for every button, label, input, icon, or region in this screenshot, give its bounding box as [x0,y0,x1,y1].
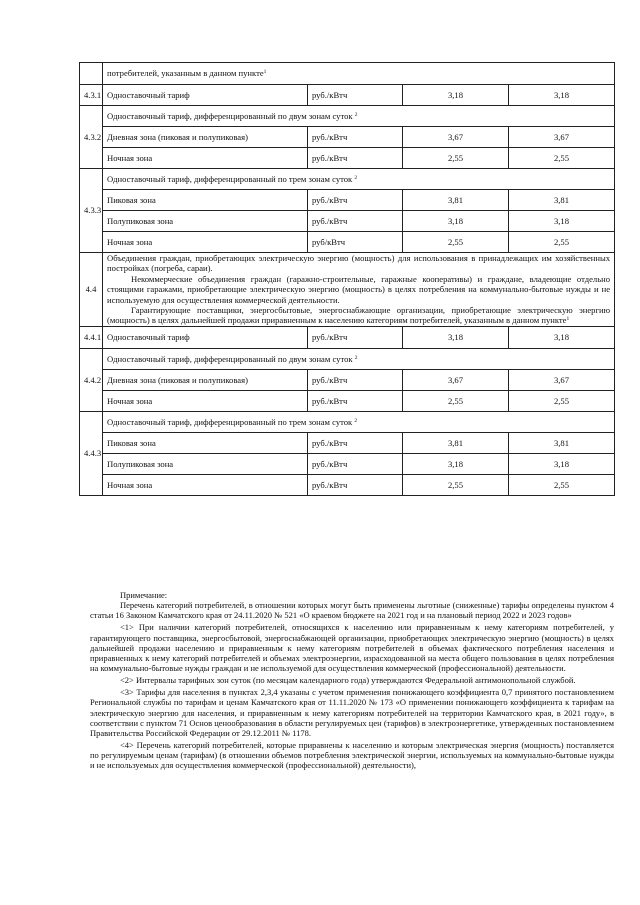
unit: руб./кВтч [308,127,403,148]
description-paragraph: Объединения граждан, приобретающих электрическую энергию (мощность) для использования в принадлежащих им хозяйственных постройках (погреба, сараи). [107,253,611,274]
row-number: 4.3.1 [80,85,103,106]
unit: руб./кВтч [308,453,403,474]
notes-section [90,590,614,772]
value-first-half: 3,81 [403,432,509,453]
value-first-half: 3,67 [403,127,509,148]
zone-name: Полупиковая зона [103,453,308,474]
note-paragraph: Перечень категорий потребителей, в отношении которых могут быть применены льготные (сниженные) тарифы определены пунктом 4 статьи 16 Законом Камчатского края от 24.11.2020 № 521 «О краевом бюджете на 2021 год и на плановый период 2022 и 2023 годов» [90,600,614,621]
table-row [80,369,615,390]
table-row [80,169,615,190]
unit: руб/кВтч [308,232,403,253]
value-second-half: 3,18 [509,453,615,474]
row-number: 4.4.2 [80,348,103,411]
value-first-half: 2,55 [403,474,509,495]
value-second-half: 3,18 [509,85,615,106]
tariff-group-name: Одноставочный тариф, дифференцированный по двум зонам суток $^2$ [103,106,615,127]
value-first-half: 2,55 [403,232,509,253]
unit: руб./кВтч [308,190,403,211]
tariff-table [79,62,615,496]
unit: руб./кВтч [308,85,403,106]
zone-name: Дневная зона (пиковая и полупиковая) [103,369,308,390]
value-first-half: 2,55 [403,390,509,411]
value-second-half: 3,81 [509,190,615,211]
category-description [103,253,615,327]
zone-name: Ночная зона [103,390,308,411]
value-first-half: 3,18 [403,211,509,232]
table-row [80,390,615,411]
note-paragraph: <3> Тарифы для населения в пунктах 2,3,4 указаны с учетом применения понижающего коэффициента 0,7 принятого постановлением Региональной службы по тарифам и ценам Камчатского края от 11.11.2020 № 173 «О применении понижающего коэффициента к тарифам на электрическую энергию для населения, и приравненным к нему категориям потребителей на территории Камчатского края, в 2021 году», в соответствии с пунктом 71 Основ ценообразования в области регулируемых цен (тарифов) в электроэнергетике, утвержденных постановлением Правительства Российской Федерации от 29.12.2011 № 1178. [90,687,614,739]
row-number: 4.4 [80,253,103,327]
unit: руб./кВтч [308,432,403,453]
value-second-half: 2,55 [509,148,615,169]
table-row [80,253,615,327]
table-row [80,127,615,148]
category-cell: потребителей, указанным в данном пункте$^1$ [103,63,615,85]
value-second-half: 2,55 [509,390,615,411]
value-first-half: 3,67 [403,369,509,390]
tariff-name: Одноставочный тариф [103,85,308,106]
tariff-group-name: Одноставочный тариф, дифференцированный по двум зонам суток $^2$ [103,348,615,369]
description-paragraph: Некоммерческие объединения граждан (гаражно-строительные, гаражные кооперативы) и граждане, владеющие отдельно стоящими гаражами, приобретающие электрическую энергию (мощность) в целях потребления на коммунально-бытовые нужды и не используемую для осуществления коммерческой деятельности. [107,273,611,305]
value-first-half: 2,55 [403,148,509,169]
value-second-half: 3,81 [509,432,615,453]
note-paragraph: <1> При наличии категорий потребителей, относящихся к населению или приравненным к нему категориям потребителей, у гарантирующего поставщика, энергосбытовой, энергоснабжающей организации, приобретающих электрическую энергию (мощность) в целях дальнейшей продажи населению и приравненным к нему категориям потребителей в объемах фактического потребления населения и приравненных к нему категорий потребителей и объемах электроэнергии, израсходованной на места общего пользования в целях потребления на коммунально-бытовые нужды граждан и не используемой для осуществления коммерческой (профессиональной) деятельности. [90,622,614,674]
value-first-half: 3,81 [403,190,509,211]
table-row [80,411,615,432]
value-first-half: 3,18 [403,326,509,348]
table-row [80,63,615,85]
value-second-half: 2,55 [509,474,615,495]
unit: руб./кВтч [308,148,403,169]
table-row [80,348,615,369]
zone-name: Ночная зона [103,148,308,169]
zone-name: Пиковая зона [103,190,308,211]
row-number: 4.4.3 [80,411,103,495]
unit: руб./кВтч [308,326,403,348]
tariff-group-name: Одноставочный тариф, дифференцированный по трем зонам суток $^2$ [103,169,615,190]
value-second-half: 3,67 [509,369,615,390]
table-row [80,432,615,453]
table-row [80,148,615,169]
value-first-half: 3,18 [403,453,509,474]
table-row [80,106,615,127]
value-second-half: 2,55 [509,232,615,253]
unit: руб./кВтч [308,390,403,411]
table-row [80,453,615,474]
table-row [80,190,615,211]
table-row [80,232,615,253]
zone-name: Полупиковая зона [103,211,308,232]
note-paragraph: <2> Интервалы тарифных зон суток (по месяцам календарного года) утверждаются Федеральной антимонопольной службой. [120,675,576,686]
value-second-half: 3,18 [509,326,615,348]
description-paragraph: Гарантирующие поставщики, энергосбытовые, энергоснабжающие организации, приобретающие электрическую энергию (мощность) в целях дальнейшей продажи приравненным к населению категориям потребителей, указанным в данном пункте$^1$ [107,305,611,326]
zone-name: Ночная зона [103,474,308,495]
table-row [80,211,615,232]
row-number-cell [80,63,103,85]
notes-title: Примечание: [120,590,168,600]
value-first-half: 3,18 [403,85,509,106]
zone-name: Дневная зона (пиковая и полупиковая) [103,127,308,148]
zone-name: Ночная зона [103,232,308,253]
table-row [80,85,615,106]
zone-name: Пиковая зона [103,432,308,453]
tariff-group-name: Одноставочный тариф, дифференцированный по трем зонам суток $^2$ [103,411,615,432]
row-number: 4.4.1 [80,326,103,348]
note-paragraph: <4> Перечень категорий потребителей, которые приравнены к населению и которым электрическая энергия (мощность) поставляется по регулируемым ценам (тарифам) (в отношении объемов потребления электрической энергии, используемых на коммунально-бытовые нужды и не используемых для осуществления коммерческой (профессиональной) деятельности), [90,740,614,771]
table-row [80,326,615,348]
row-number: 4.3.2 [80,106,103,169]
unit: руб./кВтч [308,211,403,232]
unit: руб./кВтч [308,369,403,390]
value-second-half: 3,67 [509,127,615,148]
row-number: 4.3.3 [80,169,103,253]
unit: руб./кВтч [308,474,403,495]
table-row [80,474,615,495]
value-second-half: 3,18 [509,211,615,232]
tariff-name: Одноставочный тариф [103,326,308,348]
